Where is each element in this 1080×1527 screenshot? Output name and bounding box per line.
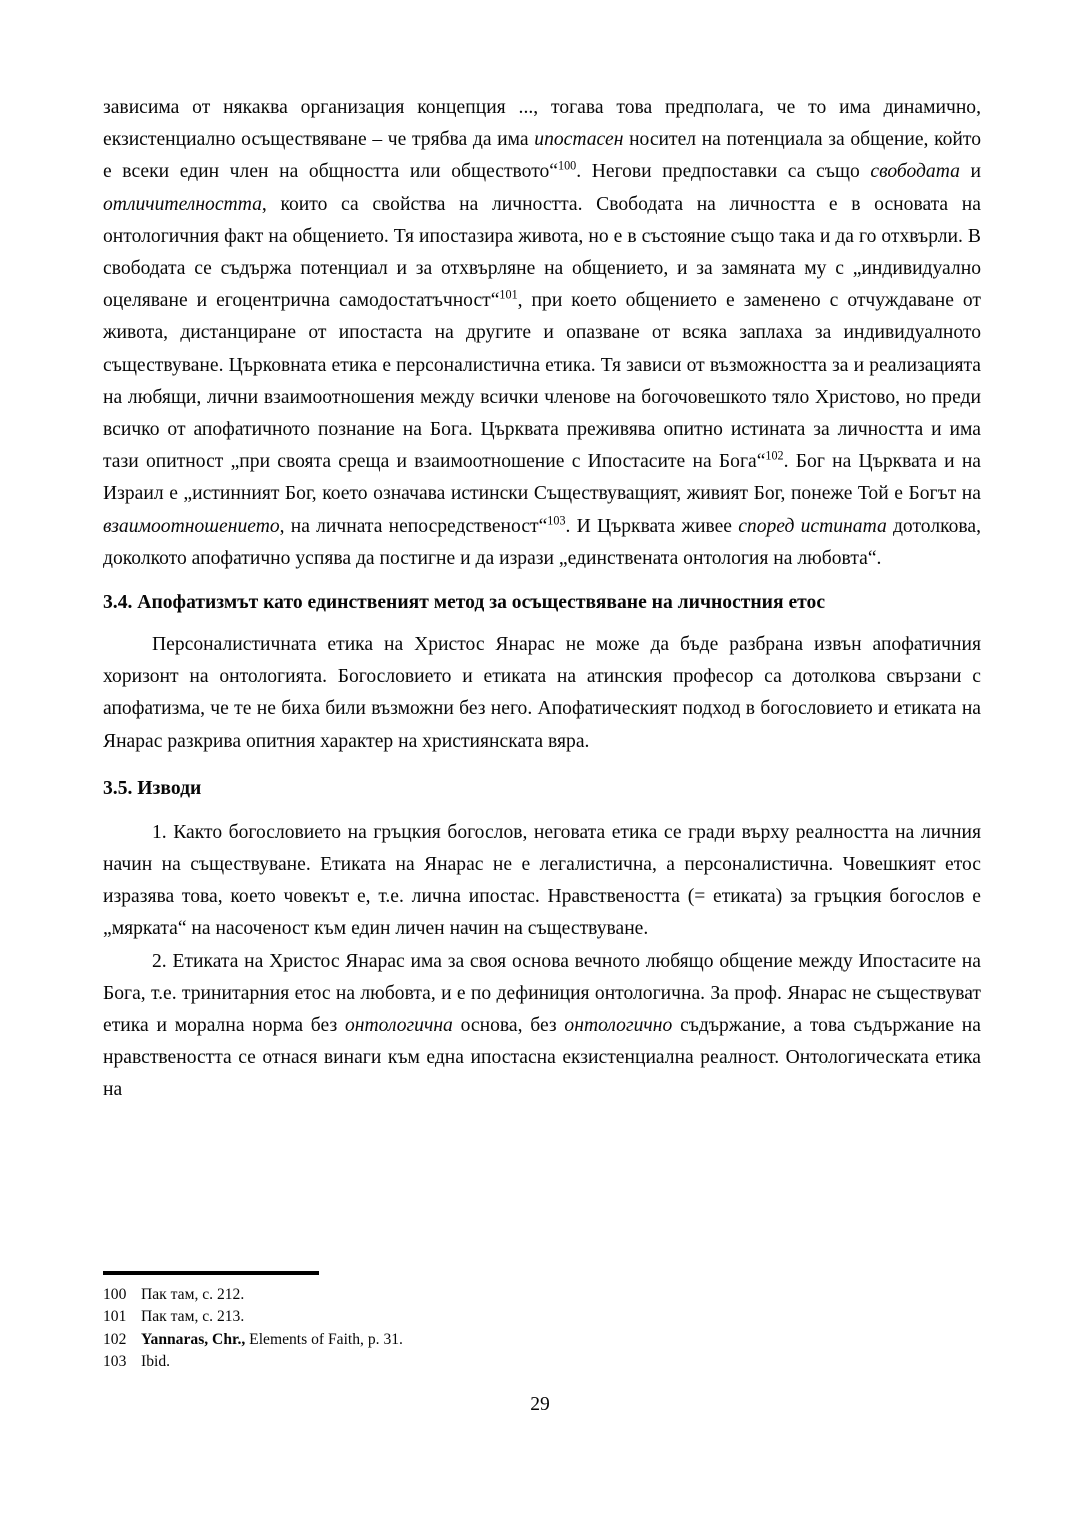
page-number: 29 (530, 1394, 550, 1415)
footnote-103 (103, 1351, 981, 1373)
footnote-text: Ibid. (141, 1353, 171, 1371)
footnote-101 (103, 1306, 981, 1328)
footnote-text: Пак там, с. 212. (141, 1286, 245, 1303)
body-paragraph-continuation: зависима от някаква организация концепция ..., тогава това предполага, че то има динамично, екзистенциално осъществяване – че трябва да има ипостасен носител на потенциала за общение, който е всеки един член на общността или обществото“$^{100}$. Негови предпоставки са също свободата и отличителността, които са свойства на личността. Свободата на личността е в основата на онтологичния факт на общението. Тя ипостазира живота, но е в състояние също така и да го отхвърли. В свободата се съдържа потенциал и за отхвърляне на общението, и за замяната му с „индивидуално оцеляване и егоцентрична самодостатъчност“$^{101}$, при което общението е заменено с отчуждаване от живота, дистанциране от ипостаста на другите и опазване от всяка заплаха за индивидуалното съществуване. Църковната етика е персоналистична етика. Тя зависи от възможността за и реализацията на любящи, лични взаимоотношения между всички членове на богочовешкото тяло Христово, но преди всичко от апофатичното познание на Бога. Църквата преживява опитно истината за личността и има тази опитност „при своята среща и взаимоотношение с Ипостасите на Бога“$^{102}$. Бог на Църквата и на Израил е „истинният Бог, което означава истински Съществуващият, живият Бог, понеже Той е Богът на взаимоотношението, на личната непосредственост“$^{103}$. И Църквата живее според истината дотолкова, доколкото апофатично успява да постигне и да изрази „единствената онтология на любовта“. (103, 97, 982, 569)
footnote-100 (103, 1284, 981, 1306)
footnote-text: Yannaras, Chr., Elements of Faith, p. 31. (141, 1330, 403, 1348)
conclusion-paragraph-2: 2. Етиката на Христос Янарас има за своя основа вечното любящо общение между Ипостасите на Бога, т.е. тринитарния етос на любовта, и е по дефиниция онтологична. За проф. Янарас не съществуват етика и морална норма без онтологична основа, без онтологично съдържание, а това съдържание на нравствеността се отнася винаги към една ипостасна екзистенциална реалност. Онтологическата етика на (103, 950, 981, 1101)
footnote-text: Пак там, с. 213. (141, 1308, 245, 1326)
footnote-number: 103 (103, 1353, 127, 1371)
footnote-separator (103, 1271, 319, 1275)
footnotes-section (103, 1271, 981, 1374)
section-heading-3-5: 3.5. Изводи (103, 777, 202, 799)
footnote-102 (103, 1329, 981, 1351)
page-body (103, 92, 981, 1107)
conclusion-paragraph-1: 1. Както богословието на гръцкия богослов, неговата етика се гради върху реалността на личния начин на съществуване. Етиката на Янарас не е легалистична, а персоналистична. Човешкият етос изразява това, което човекът е, т.е. лична ипостас. Нравствеността (= етиката) за гръцкия богослов е „мярката“ на насоченост към един личен начин на съществуване. (103, 821, 981, 940)
footnote-number: 102 (103, 1330, 127, 1348)
section-3-4-paragraph: Персоналистичната етика на Христос Янарас не може да бъде разбрана извън апофатичния хоризонт на онтологията. Богословието и етиката на атинския професор са дотолкова свързани с апофатизма, че те не биха били възможни без него. Апофатическият подход в богословието и етиката на Янарас разкрива опитния характер на християнската вяра. (103, 634, 981, 752)
section-heading-3-4: 3.4. Апофатизмът като единственият метод за осъществяване на личностния етос (103, 592, 826, 614)
footnote-number: 101 (103, 1308, 127, 1326)
footnote-number: 100 (103, 1286, 127, 1303)
